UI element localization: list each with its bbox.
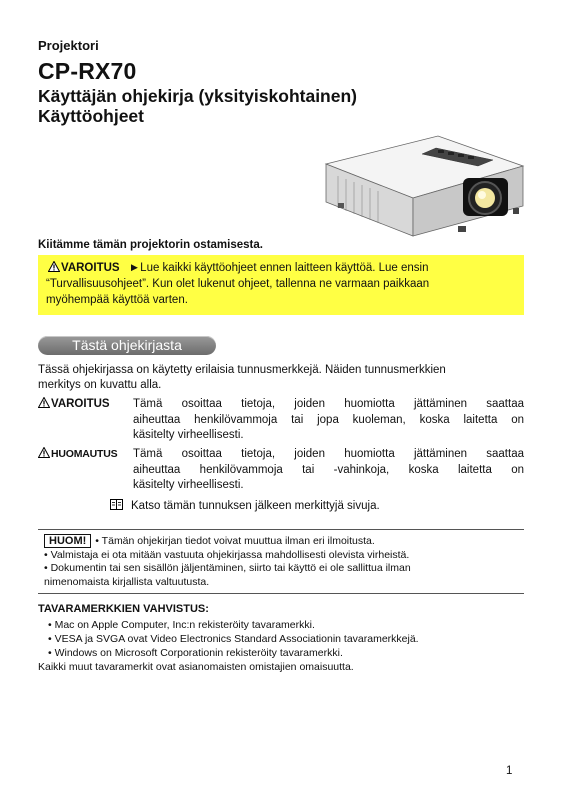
notice-text-1: • Tämän ohjekirjan tiedot voivat muuttua ilman eri ilmoitusta. [95,535,375,547]
notice-line-3: • Dokumentin tai sen sisällön jäljentäminen, siirto tai käyttö ei ole sallittua ilman [44,562,411,574]
warning-text-1: Lue kaikki käyttöohjeet ennen laitteen käyttöä. Lue ensin [140,262,429,274]
product-category: Projektori [38,38,99,53]
section-heading: Tästä ohjekirjasta [38,336,216,355]
warning-label: VAROITUS [61,262,120,274]
intro-line-2: merkitys on kuvattu alla. [38,379,162,391]
document-subtitle: Käyttöohjeet [38,106,144,126]
trademarks-footer: Kaikki muut tavaramerkit ovat asianomaisten omistajien omaisuutta. [38,661,354,673]
notice-label: HUOM! [44,534,91,548]
thanks-text: Kiitämme tämän projektorin ostamisesta. [38,239,263,251]
warning-box-line-1 [46,260,516,276]
warning-text-2: “Turvallisuusohjeet”. Kun olet lukenut ohjeet, tallenna ne varmaan paikkaan [46,278,430,290]
intro-paragraph [38,363,524,393]
warning-text-3: myöhempää käyttöä varten. [46,294,188,306]
warning-definition-line-3: käsitelty virheellisesti. [133,429,244,441]
book-icon [110,499,123,510]
reference-definition [110,499,380,512]
warning-box [38,255,524,315]
trademarks-list [38,618,419,674]
arrow-icon: ► [128,262,141,274]
page-number: 1 [506,765,513,777]
warning-definition-line-2: aiheuttaa henkilövammoja tai jopa kuoleman, koska laitetta on [133,413,524,426]
warning-definition-line-1: Tämä osoittaa tietoja, joiden huomiotta jättäminen saattaa [133,398,524,410]
warning-definition-label-text: VAROITUS [51,398,110,410]
warning-triangle-icon [48,261,60,272]
trademark-item: • Mac on Apple Computer, Inc:n rekisteröity tavaramerkki. [48,619,315,631]
caution-definition-line-1: Tämä osoittaa tietoja, joiden huomiotta jättäminen saattaa [133,448,524,460]
caution-triangle-icon [38,447,50,458]
caution-definition-label [38,447,117,460]
warning-triangle-icon [38,397,50,408]
trademark-item: • Windows on Microsoft Corporationin rekisteröity tavaramerkki. [48,647,343,659]
document-title: Käyttäjän ohjekirja (yksityiskohtainen) [38,86,357,106]
warning-definition-label [38,397,110,410]
caution-definition-text [133,447,524,494]
notice-line-4: nimenomaista kirjallista valtuutusta. [44,575,210,588]
trademarks-heading: TAVARAMERKKIEN VAHVISTUS: [38,603,209,615]
notice-line-1 [44,534,524,549]
notice-box [38,529,524,594]
caution-definition-label-text: HUOMAUTUS [51,448,118,460]
intro-line-1: Tässä ohjekirjassa on käytetty erilaisia tunnusmerkkejä. Näiden tunnusmerkkien [38,364,446,376]
projector-illustration [318,126,530,246]
model-name: CP-RX70 [38,58,137,84]
trademark-item: • VESA ja SVGA ovat Video Electronics Standard Associationin tavaramerkkejä. [48,633,419,645]
reference-definition-text: Katso tämän tunnuksen jälkeen merkittyjä sivuja. [131,500,380,512]
notice-line-2: • Valmistaja ei ota mitään vastuuta ohjekirjassa mahdollisesti olevista virheistä. [44,548,410,561]
caution-definition-line-2: aiheuttaa henkilövammoja tai -vahinkoja, koska laitetta on [133,463,524,476]
warning-definition-text [133,397,524,444]
caution-definition-line-3: käsitelty virheellisesti. [133,479,244,491]
